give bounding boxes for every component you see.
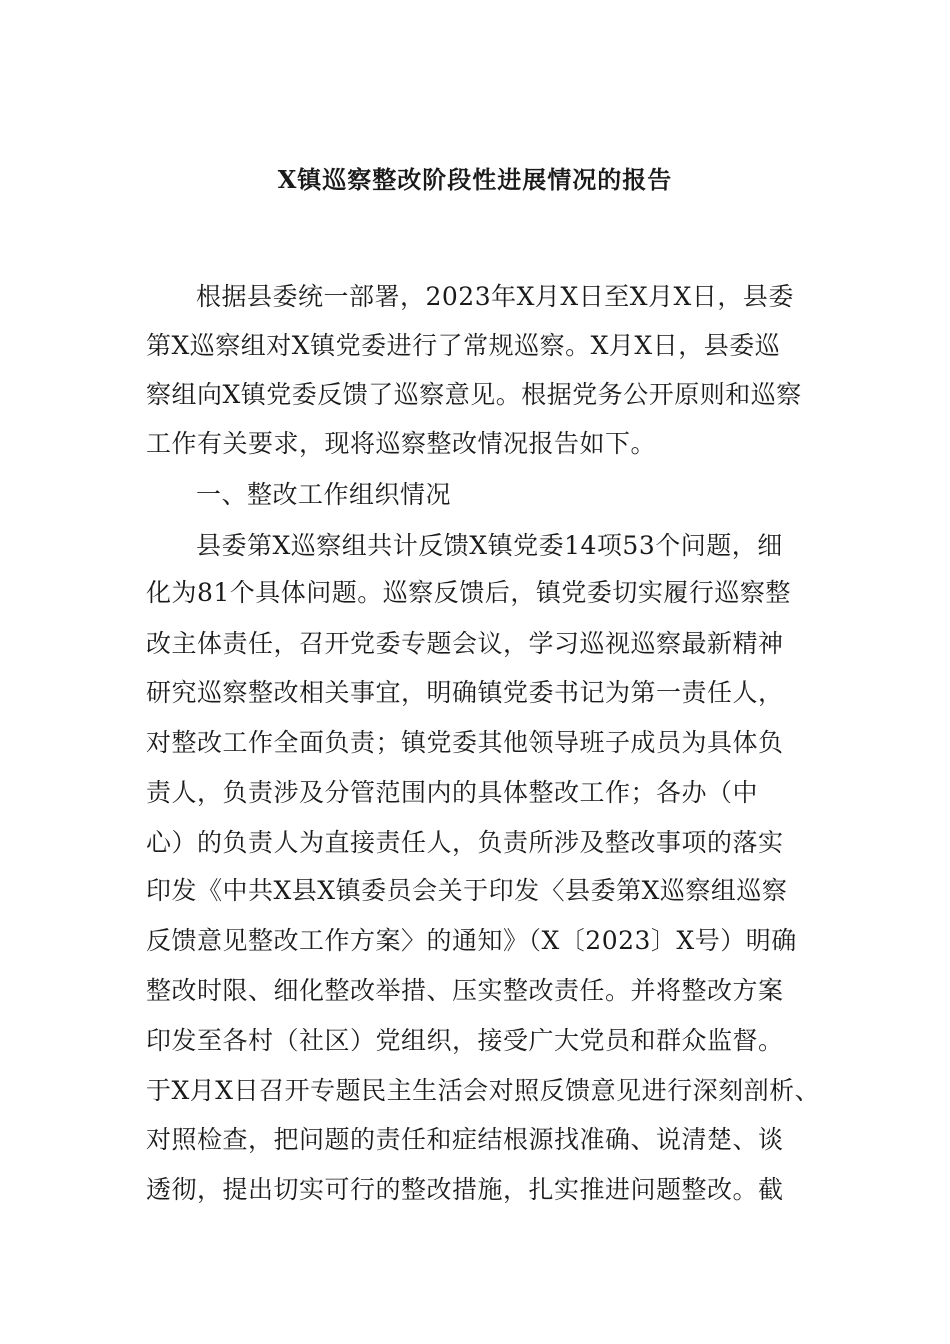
paragraph-line: 县委第X巡察组共计反馈X镇党委14项53个问题，细 [196,531,783,560]
paragraph-line: 反馈意见整改工作方案〉的通知》（X〔2023〕X号）明确 [146,926,797,955]
paragraph-line: 研究巡察整改相关事宜，明确镇党委书记为第一责任人， [146,678,784,707]
paragraph-line: 印发至各村（社区）党组织，接受广大党员和群众监督。 [146,1026,784,1055]
paragraph-line: 第X巡察组对X镇党委进行了常规巡察。X月X日，县委巡 [146,331,781,360]
paragraph-line: 于X月X日召开专题民主生活会对照反馈意见进行深刻剖析、 [146,1076,821,1105]
paragraph-line: 根据县委统一部署，2023年X月X日至X月X日，县委 [196,282,794,311]
paragraph-line: 改主体责任，召开党委专题会议，学习巡视巡察最新精神 [146,629,784,658]
paragraph-line: 印发《中共X县X镇委员会关于印发〈县委第X巡察组巡察 [146,876,788,905]
document-title: X镇巡察整改阶段性进展情况的报告 [277,165,673,194]
paragraph-line: 化为81个具体问题。巡察反馈后，镇党委切实履行巡察整 [146,578,791,607]
paragraph-line: 工作有关要求，现将巡察整改情况报告如下。 [146,429,657,458]
paragraph-line: 心）的负责人为直接责任人，负责所涉及整改事项的落实 [146,828,784,857]
section-heading: 一、整改工作组织情况 [196,480,452,509]
paragraph-line: 对整改工作全面负责；镇党委其他领导班子成员为具体负 [146,728,784,757]
paragraph-line: 责人，负责涉及分管范围内的具体整改工作；各办（中 [146,778,759,807]
paragraph-line: 对照检查，把问题的责任和症结根源找准确、说清楚、谈 [146,1125,784,1154]
paragraph-line: 透彻，提出切实可行的整改措施，扎实推进问题整改。截 [146,1175,784,1204]
paragraph-line: 察组向X镇党委反馈了巡察意见。根据党务公开原则和巡察 [146,380,802,409]
paragraph-line: 整改时限、细化整改举措、压实整改责任。并将整改方案 [146,976,784,1005]
